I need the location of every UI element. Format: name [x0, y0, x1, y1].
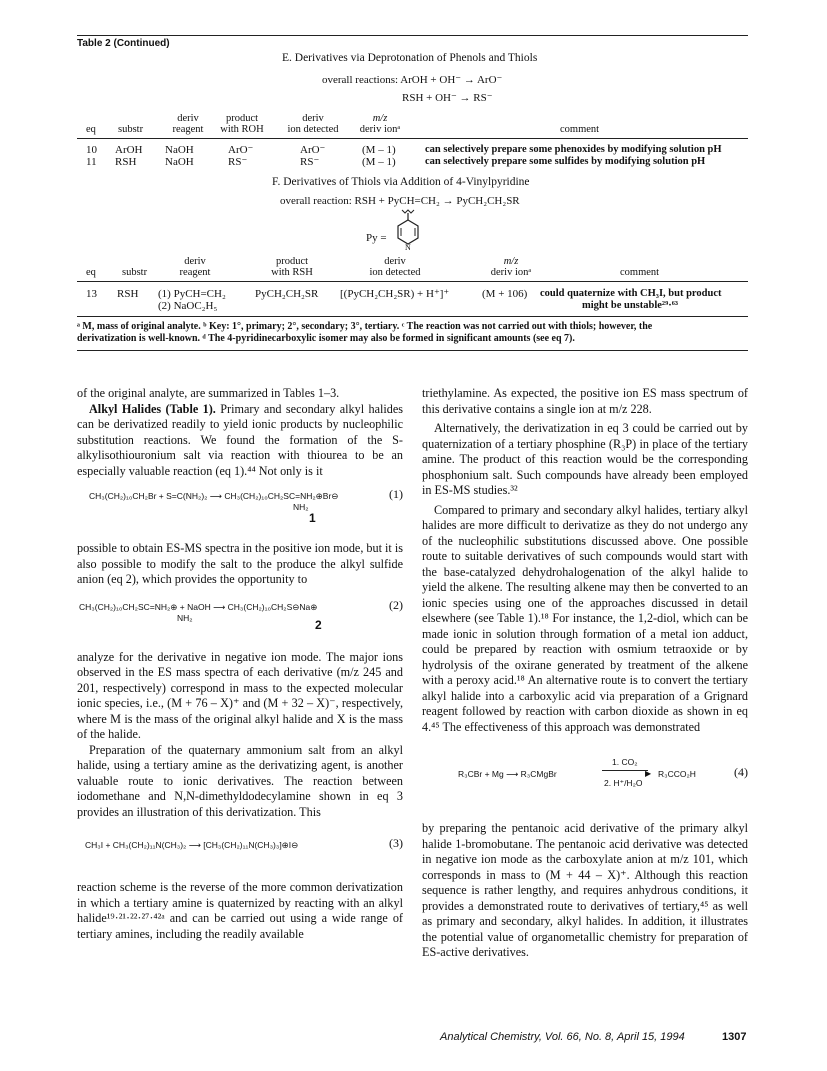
equation-4 [422, 755, 748, 795]
journal-citation: Analytical Chemistry, Vol. 66, No. 8, April 15, 1994 [440, 1031, 685, 1043]
paragraph: Preparation of the quaternary ammonium salt from an alkyl halide, using a tertiary amine as the derivatizing agent, is another valuable route to ionic derivatives. The reaction between iodomethane and N,N-dimethyldodecylamine shown in eq 3 provides an illustration of this derivatization. This [77, 742, 403, 819]
py-label: Py = [366, 232, 387, 244]
header-comment: comment [560, 124, 600, 135]
header-ion-1: deriv [302, 113, 324, 124]
paragraph: reaction scheme is the reverse of the more common derivatization in which a tertiary amine is quaternized by reacting with an alkyl halide¹⁹·²¹·²²·²⁷·⁴²ᵃ and can be carried out using a wide range of tertiary amines, including the readily available [77, 880, 403, 941]
pyridine-n-label: N [405, 243, 411, 252]
cell-mz: (M – 1) [362, 156, 396, 168]
paragraph: by preparing the pentanoic acid derivative of the primary alkyl halide 1-bromobutane. The pentanoic acid derivative was detected in negative ion mode as the carboxylate anion at m/z 101, which corresponds in mass to (M + 44 – X)⁺. Although this reaction sequence is rather lengthy, and requires anhydrous conditions, it provides a demonstrated route to derivatives of tertiary,⁴⁵ as well as primary and secondary, alkyl halides. In addition, it illustrates the potential value of organometallic chemistry for preparation of ES-active derivatives. [422, 821, 748, 959]
paragraph: Alternatively, the derivatization in eq 3 could be carried out by quaternization of a tertiary phosphine (R₃P) in place of the tertiary amine. The product of this reaction would be the corresponding phosphonium salt. Such compounds have already been employed in ES-MS studies.³² [422, 421, 748, 497]
header-mz-1: m/z [503, 256, 519, 267]
compound-number: 1 [309, 511, 316, 525]
equation-3 [77, 834, 403, 860]
header-mz-2: deriv ionᵃ [490, 267, 532, 278]
header-reagent-1: deriv [177, 113, 199, 124]
paragraph-text: Primary and secondary alkyl halides can be derivatized readily to yield ionic products by nucleophilic substitution reactions. We found the formation of the S-alkylisothiouronium salt via reaction with thiourea to be an especially valuable reaction (eq 1).⁴⁴ Not only is it [77, 401, 404, 478]
header-product-1: product [225, 113, 259, 124]
paragraph: of the original analyte, are summarized in Tables 1–3. [77, 386, 340, 400]
cell-eq: 10 [86, 144, 97, 156]
cell-product: PyCH₂CH₂SR [255, 288, 319, 300]
header-eq: eq [86, 124, 96, 135]
header-product-2: with RSH [271, 267, 313, 278]
equation-product: R₃CCO₂H [658, 769, 696, 779]
equation-text: R₃CBr + Mg ⟶ R₃CMgBr [458, 769, 557, 779]
cell-comment: can selectively prepare some phenoxides by modifying solution pH [425, 144, 722, 155]
left-column [77, 386, 403, 942]
header-reagent-1: deriv [184, 256, 206, 267]
cell-product: ArO⁻ [228, 144, 254, 156]
cell-product: RS⁻ [228, 156, 248, 168]
section-e-header-rule [77, 138, 748, 139]
table-label: Table 2 (Continued) [77, 38, 170, 49]
section-e-title: E. Derivatives via Deprotonation of Phenols and Thiols [282, 52, 538, 64]
header-product-1: product [275, 256, 309, 267]
cell-substr: ArOH [115, 144, 143, 156]
equation-condition-bottom: 2. H⁺/H₂O [604, 778, 643, 788]
paragraph: analyze for the derivative in negative ion mode. The major ions observed in the ES mass spectra of each derivative (m/z 245 and 201, respectively) correspond in mass to the expected molecular ionic species, i.e., (M + 76 – X)⁺ and (M + 32 – X)⁻, respectively, where M is the mass of the original alkyl halide and X is the mass of the halide. [77, 649, 403, 741]
header-mz-2: deriv ionᵃ [359, 124, 401, 135]
header-product-2: with ROH [220, 124, 264, 135]
table-top-rule [77, 35, 748, 36]
equation-number: (3) [389, 836, 403, 850]
cell-mz: (M – 1) [362, 144, 396, 156]
equation-1 [77, 487, 403, 525]
table-footnotes [77, 321, 748, 345]
cell-comment-2: might be unstable²⁹·⁶³ [582, 300, 679, 311]
cell-eq: 13 [86, 288, 97, 300]
arrow-head-icon: ▶ [645, 769, 652, 778]
equation-text: CH₃(CH₂)₁₀CH₂Br + S=C(NH₂)₂ ⟶ CH₃(CH₂)₁₀CH₂SC=NH₂⊕Br⊖ [89, 491, 339, 501]
cell-ion: RS⁻ [300, 156, 320, 168]
equation-number: (4) [734, 765, 748, 779]
header-reagent-2: reagent [179, 267, 211, 278]
header-reagent-2: reagent [172, 124, 204, 135]
header-substr: substr [118, 124, 144, 135]
cell-comment-1: could quaternize with CH₃I, but product [540, 288, 722, 299]
section-f-title: F. Derivatives of Thiols via Addition of 4-Vinylpyridine [272, 176, 530, 188]
header-mz-1: m/z [372, 113, 388, 124]
paragraph: possible to obtain ES-MS spectra in the positive ion mode, but it is also possible to modify the salt to the produce the alkyl sulfide anion (eq 2), which provides the opportunity to [77, 541, 403, 586]
header-substr: substr [122, 267, 148, 278]
equation-number: (1) [389, 487, 403, 501]
header-ion-2: ion detected [287, 124, 339, 135]
equation-text: CH₃(CH₂)₁₀CH₂SC=NH₂⊕ + NaOH ⟶ CH₃(CH₂)₁₀CH₂S⊖Na⊕ [79, 601, 318, 612]
header-comment: comment [620, 267, 660, 278]
section-e-reaction-2: RSH + OH⁻ → RS⁻ [402, 92, 493, 104]
paragraph: triethylamine. As expected, the positive ion ES mass spectrum of this derivative contains a single ion at m/z 228. [422, 386, 748, 416]
equation-text: CH₃I + CH₃(CH₂)₁₁N(CH₃)₂ ⟶ [CH₃(CH₂)₁₁N(CH₃)₃]⊕I⊖ [85, 840, 299, 850]
equation-2 [77, 596, 403, 634]
paragraph: Compared to primary and secondary alkyl halides, tertiary alkyl halides are more difficult to derivatize as they do not undergo any of the nucleophilic substitutions discussed above. One possible route to suitable derivatives of such compounds would start with the base-catalyzed dehydrohalogenation of the alkyl halide to yield the alkene. The resulting alkene may then be converted to an ionic species using one of the approaches discussed in detail elsewhere (see Table 1).¹⁸ For instance, the 1,2-diol, which can be made ionic in solution through formation of a metal ion adduct, could be prepared by reaction with osmium tetraoxide or by hydrolysis of the oxirane generated by treatment of the alkene with a peroxy acid.¹⁸ An alternative route is to convert the tertiary alkyl halide into a carboxylic acid via preparation of a Grignard reagent followed by reaction with carbon dioxide as shown in eq 4.⁴⁵ The effectiveness of this approach was demonstrated [422, 502, 748, 734]
table-footnote-rule [77, 316, 748, 317]
cell-reagent: NaOH [165, 144, 194, 156]
reaction-arrow [602, 770, 648, 771]
cell-eq: 11 [86, 156, 97, 168]
cell-mz: (M + 106) [482, 288, 528, 300]
section-heading: Alkyl Halides (Table 1). [89, 401, 216, 416]
footnote-line: ᵃ M, mass of original analyte. ᵇ Key: 1°, primary; 2°, secondary; 3°, tertiary. ᶜ The reaction was not carried out with thiols; however, the [77, 321, 653, 332]
cell-reagent-2: (2) NaOC₂H₅ [158, 300, 218, 312]
section-f-header-rule [77, 281, 748, 282]
header-ion-2: ion detected [369, 267, 421, 278]
equation-subtext: NH₂ [177, 612, 193, 623]
footnote-line: derivatization is well-known. ᵈ The 4-pyridinecarboxylic isomer may also be formed in significant amounts (see eq 7). [77, 333, 575, 344]
cell-comment: can selectively prepare some sulfides by modifying solution pH [425, 156, 706, 167]
section-e-reaction-1: overall reactions: ArOH + OH⁻ → ArO⁻ [322, 74, 503, 86]
cell-reagent: NaOH [165, 156, 194, 168]
table-bottom-rule [77, 350, 748, 351]
cell-substr: RSH [117, 288, 139, 300]
cell-ion: ArO⁻ [300, 144, 326, 156]
equation-subtext: NH₂ [293, 502, 309, 512]
cell-substr: RSH [115, 156, 137, 168]
equation-condition-top: 1. CO₂ [612, 757, 638, 767]
right-column [422, 386, 748, 961]
header-eq: eq [86, 267, 96, 278]
paragraph [77, 402, 403, 480]
page-number: 1307 [722, 1031, 747, 1043]
cell-reagent-1: (1) PyCH=CH₂ [158, 288, 226, 300]
compound-number: 2 [315, 617, 322, 632]
equation-number: (2) [389, 597, 403, 612]
header-ion-1: deriv [384, 256, 406, 267]
cell-ion: [(PyCH₂CH₂SR) + H⁺]⁺ [340, 288, 450, 300]
section-f-reaction: overall reaction: RSH + PyCH=CH₂ → PyCH₂CH₂SR [280, 195, 520, 207]
